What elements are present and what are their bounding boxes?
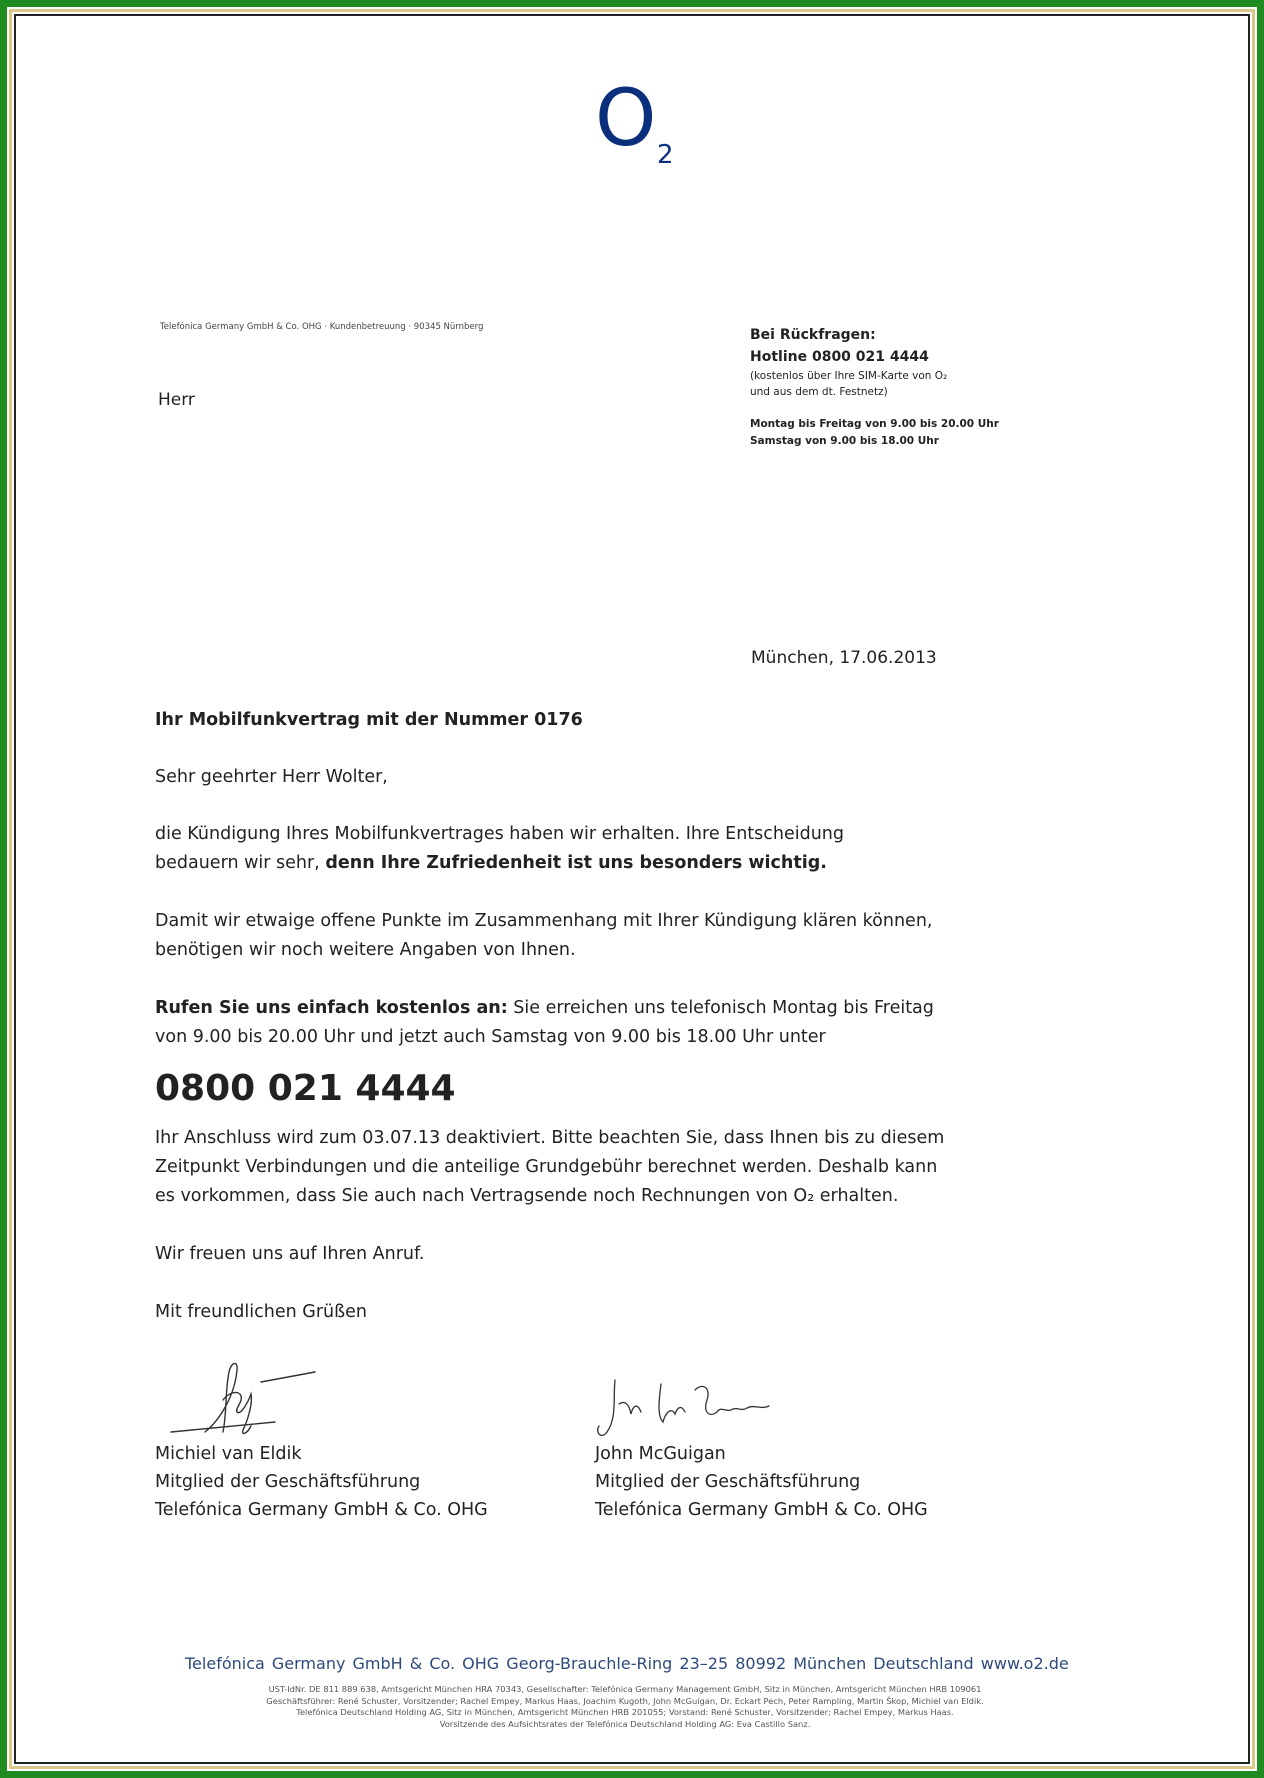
legal-footer [155,1684,1095,1730]
paragraph-1-line-2 [155,849,1015,878]
paragraph-4-line-2: Zeitpunkt Verbindungen und die anteilige Grundgebühr berechnet werden. Deshalb kann [155,1157,938,1177]
signer-right-company: Telefónica Germany GmbH & Co. OHG [595,1500,928,1520]
o2-logo [595,74,695,170]
signature-right [585,1370,785,1445]
paragraph-2-line-1: Damit wir etwaige offene Punkte im Zusammenhang mit Ihrer Kündigung klären können, [155,911,933,931]
paragraph-1-line-1: die Kündigung Ihres Mobilfunkvertrages haben wir erhalten. Ihre Entscheidung [155,824,845,844]
paragraph-1-bold: denn Ihre Zufriedenheit ist uns besonders wichtig. [325,853,827,873]
signer-left [155,1440,488,1524]
contact-note-2: und aus dem dt. Festnetz) [750,386,888,398]
contact-hours-saturday: Samstag von 9.00 bis 18.00 Uhr [750,435,939,447]
signer-right [595,1440,928,1524]
paragraph-3-bold: Rufen Sie uns einfach kostenlos an: [155,998,508,1018]
contact-note-1: (kostenlos über Ihre SIM-Karte von O₂ [750,370,948,382]
contact-hours-weekdays: Montag bis Freitag von 9.00 bis 20.00 Uhr [750,418,999,430]
paragraph-1-plain: bedauern wir sehr, [155,853,326,873]
legal-line-4: Vorsitzende des Aufsichtsrates der Telefónica Deutschland Holding AG: Eva Castillo Sanz. [439,1718,811,1729]
legal-line-3: Telefónica Deutschland Holding AG, Sitz in München, Amtsgericht München HRB 201055; Vorstand: René Schuster, Vorsitzender; Rachel Empey, Markus Haas. [296,1707,954,1717]
paragraph-3-line-2: von 9.00 bis 20.00 Uhr und jetzt auch Samstag von 9.00 bis 18.00 Uhr unter [155,1027,826,1047]
paragraph-4-line-1: Ihr Anschluss wird zum 03.07.13 deaktiviert. Bitte beachten Sie, dass Ihnen bis zu diesem [155,1128,945,1148]
signer-left-name: Michiel van Eldik [155,1444,302,1464]
paragraph-5: Wir freuen uns auf Ihren Anruf. [155,1244,425,1264]
hotline-number: 0800 021 4444 [155,1068,456,1109]
footer-address: Telefónica Germany GmbH & Co. OHG Georg-Brauchle-Ring 23–25 80992 München Deutschland www.o2.de [185,1654,1069,1673]
letter-body [155,706,1015,1327]
letter-subject: Ihr Mobilfunkvertrag mit der Nummer 0176 [155,710,583,730]
contact-hotline: Hotline 0800 021 4444 [750,349,929,365]
logo-letter: O [595,74,657,164]
closing: Mit freundlichen Grüßen [155,1302,367,1322]
contact-box [750,324,1050,450]
contact-hours [750,416,1050,450]
logo-subscript: 2 [657,140,674,170]
legal-line-2: Geschäftsführer: René Schuster, Vorsitzender; Rachel Empey, Markus Haas, Joachim Kugoth, John McGuigan, Dr. Eckart Pech, Peter Rampling, Martin Škop, Michiel van Eldik. [266,1695,984,1706]
paragraph-4-line-3: es vorkommen, dass Sie auch nach Vertragsende noch Rechnungen von O₂ erhalten. [155,1186,899,1206]
sender-line: Telefónica Germany GmbH & Co. OHG · Kundenbetreuung · 90345 Nürnberg [160,322,484,332]
signer-right-role: Mitglied der Geschäftsführung [595,1472,861,1492]
signer-left-company: Telefónica Germany GmbH & Co. OHG [155,1500,488,1520]
signer-left-role: Mitglied der Geschäftsführung [155,1472,421,1492]
recipient: Herr [158,390,195,410]
letter-date: München, 17.06.2013 [751,648,937,668]
paragraph-3-line-1 [155,994,1015,1023]
signature-left [165,1350,335,1440]
signer-right-name: John McGuigan [595,1444,726,1464]
paragraph-3-rest: Sie erreichen uns telefonisch Montag bis Freitag [507,998,934,1018]
contact-title: Bei Rückfragen: [750,327,876,343]
salutation: Sehr geehrter Herr Wolter, [155,767,388,787]
paragraph-2-line-2: benötigen wir noch weitere Angaben von Ihnen. [155,940,576,960]
legal-line-1: UST-IdNr. DE 811 889 638, Amtsgericht München HRA 70343, Gesellschafter: Telefónica Germany Management GmbH, Sitz in München, Amtsgericht München HRB 109061 [268,1684,982,1694]
